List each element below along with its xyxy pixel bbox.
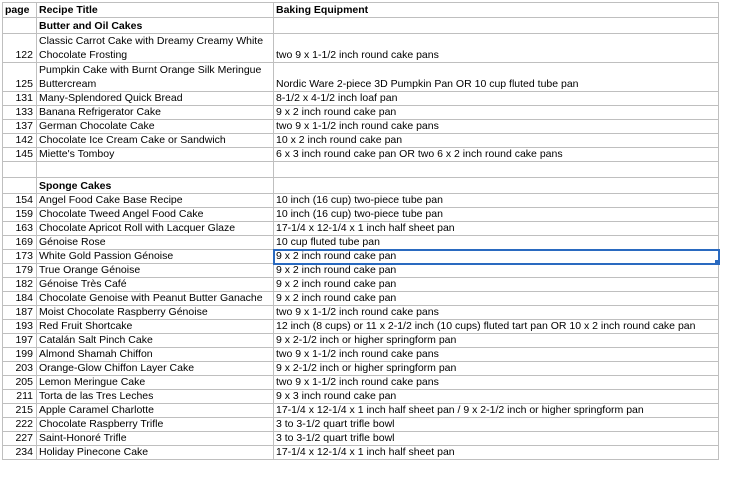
equipment-cell[interactable]: 9 x 2-1/2 inch or higher springform pan [274,334,719,348]
equipment-cell[interactable]: two 9 x 1-1/2 inch round cake pans [274,376,719,390]
equipment-cell[interactable]: 10 inch (16 cup) two-piece tube pan [274,194,719,208]
equipment-cell[interactable]: 9 x 2 inch round cake pan [274,292,719,306]
page-cell[interactable]: 205 [3,376,37,390]
recipe-title-cell[interactable]: Angel Food Cake Base Recipe [37,194,274,208]
table-row [3,390,719,404]
table-row [3,348,719,362]
page-cell[interactable]: 159 [3,208,37,222]
equipment-cell[interactable]: 9 x 3 inch round cake pan [274,390,719,404]
recipe-title-cell[interactable]: Pumpkin Cake with Burnt Orange Silk Meringue Buttercream [37,63,274,92]
page-cell[interactable]: 163 [3,222,37,236]
recipe-title-cell[interactable]: Chocolate Raspberry Trifle [37,418,274,432]
equipment-cell[interactable]: 9 x 2-1/2 inch or higher springform pan [274,362,719,376]
equipment-cell[interactable]: 9 x 2 inch round cake pan [274,278,719,292]
header-row [3,3,719,18]
table-row [3,92,719,106]
equipment-cell[interactable]: 10 inch (16 cup) two-piece tube pan [274,208,719,222]
table-row [3,334,719,348]
table-row [3,404,719,418]
page-cell[interactable]: 222 [3,418,37,432]
section-title-sponge[interactable]: Sponge Cakes [37,178,274,194]
recipe-title-cell[interactable]: Saint-Honoré Trifle [37,432,274,446]
equipment-cell[interactable]: 12 inch (8 cups) or 11 x 2-1/2 inch (10 cups) fluted tart pan OR 10 x 2 inch round cake pan [274,320,719,334]
recipe-title-cell[interactable]: True Orange Génoise [37,264,274,278]
page-cell[interactable]: 199 [3,348,37,362]
equipment-cell[interactable]: two 9 x 1-1/2 inch round cake pans [274,306,719,320]
recipe-title-cell[interactable]: Apple Caramel Charlotte [37,404,274,418]
column-header-equipment[interactable]: Baking Equipment [274,3,719,18]
cell[interactable] [274,162,719,178]
table-row [3,208,719,222]
recipe-title-cell[interactable]: Many-Splendored Quick Bread [37,92,274,106]
recipe-title-cell[interactable]: Moist Chocolate Raspberry Génoise [37,306,274,320]
table-row [3,134,719,148]
page-cell[interactable]: 145 [3,148,37,162]
recipe-title-cell[interactable]: Torta de las Tres Leches [37,390,274,404]
recipe-title-cell[interactable]: German Chocolate Cake [37,120,274,134]
page-cell[interactable]: 211 [3,390,37,404]
equipment-cell[interactable]: 8-1/2 x 4-1/2 inch loaf pan [274,92,719,106]
equipment-cell[interactable]: 9 x 2 inch round cake pan [274,106,719,120]
cell[interactable] [274,18,719,34]
table-row [3,264,719,278]
recipe-title-cell[interactable]: Génoise Très Café [37,278,274,292]
table-row [3,418,719,432]
equipment-cell[interactable]: 3 to 3-1/2 quart trifle bowl [274,418,719,432]
equipment-cell[interactable]: 10 x 2 inch round cake pan [274,134,719,148]
table-row [3,432,719,446]
table-row [3,362,719,376]
column-header-page[interactable]: page [3,3,37,18]
recipe-title-cell[interactable]: White Gold Passion Génoise [37,250,274,264]
page-cell[interactable]: 193 [3,320,37,334]
recipe-title-cell[interactable]: Miette's Tomboy [37,148,274,162]
table-row [3,320,719,334]
recipe-title-cell[interactable]: Holiday Pinecone Cake [37,446,274,460]
recipe-title-cell[interactable]: Chocolate Ice Cream Cake or Sandwich [37,134,274,148]
equipment-cell[interactable]: two 9 x 1-1/2 inch round cake pans [274,120,719,134]
equipment-cell[interactable]: 9 x 2 inch round cake pan [274,264,719,278]
page-cell[interactable]: 227 [3,432,37,446]
page-cell[interactable]: 179 [3,264,37,278]
recipe-title-cell[interactable]: Red Fruit Shortcake [37,320,274,334]
page-cell[interactable]: 197 [3,334,37,348]
recipe-title-cell[interactable]: Chocolate Genoise with Peanut Butter Ganache [37,292,274,306]
page-cell[interactable]: 122 [3,34,37,63]
page-cell[interactable]: 184 [3,292,37,306]
equipment-cell[interactable]: two 9 x 1-1/2 inch round cake pans [274,348,719,362]
equipment-cell[interactable]: 17-1/4 x 12-1/4 x 1 inch half sheet pan / 9 x 2-1/2 inch or higher springform pan [274,404,719,418]
recipe-title-cell[interactable]: Banana Refrigerator Cake [37,106,274,120]
recipe-title-cell[interactable]: Almond Shamah Chiffon [37,348,274,362]
page-cell[interactable]: 182 [3,278,37,292]
section-row [3,178,719,194]
table-row [3,376,719,390]
recipe-title-cell[interactable]: Génoise Rose [37,236,274,250]
table-row [3,236,719,250]
selected-cell[interactable]: 9 x 2 inch round cake pan [274,250,719,264]
page-cell[interactable]: 154 [3,194,37,208]
equipment-cell[interactable]: 3 to 3-1/2 quart trifle bowl [274,432,719,446]
cell[interactable] [274,178,719,194]
page-cell[interactable]: 187 [3,306,37,320]
cell[interactable] [3,178,37,194]
recipe-title-cell[interactable]: Lemon Meringue Cake [37,376,274,390]
recipe-title-cell[interactable]: Catalán Salt Pinch Cake [37,334,274,348]
equipment-cell[interactable]: 6 x 3 inch round cake pan OR two 6 x 2 inch round cake pans [274,148,719,162]
page-cell[interactable]: 133 [3,106,37,120]
table-row [3,194,719,208]
table-row [3,106,719,120]
table-row [3,306,719,320]
section-title-butter-oil[interactable]: Butter and Oil Cakes [37,18,274,34]
table-row [3,278,719,292]
table-row [3,250,719,264]
blank-row [3,162,719,178]
cell[interactable] [37,162,274,178]
page-cell[interactable]: 234 [3,446,37,460]
table-row [3,292,719,306]
page-cell[interactable]: 131 [3,92,37,106]
section-row [3,18,719,34]
page-cell[interactable]: 137 [3,120,37,134]
equipment-cell[interactable]: 10 cup fluted tube pan [274,236,719,250]
recipe-title-cell[interactable]: Chocolate Apricot Roll with Lacquer Glaze [37,222,274,236]
recipe-title-cell[interactable]: Orange-Glow Chiffon Layer Cake [37,362,274,376]
table-row [3,34,719,63]
equipment-cell[interactable]: Nordic Ware 2-piece 3D Pumpkin Pan OR 10 cup fluted tube pan [274,63,719,92]
column-header-title[interactable]: Recipe Title [37,3,274,18]
table-row [3,222,719,236]
table-row [3,120,719,134]
cell[interactable] [3,18,37,34]
recipe-title-cell[interactable]: Chocolate Tweed Angel Food Cake [37,208,274,222]
equipment-cell[interactable]: 17-1/4 x 12-1/4 x 1 inch half sheet pan [274,446,719,460]
table-row [3,446,719,460]
page-cell[interactable]: 125 [3,63,37,92]
table-row [3,148,719,162]
page-cell[interactable]: 203 [3,362,37,376]
page-cell[interactable]: 169 [3,236,37,250]
table-row [3,63,719,92]
page-cell[interactable]: 173 [3,250,37,264]
cell[interactable] [3,162,37,178]
equipment-cell[interactable]: two 9 x 1-1/2 inch round cake pans [274,34,719,63]
recipe-title-cell[interactable]: Classic Carrot Cake with Dreamy Creamy White Chocolate Frosting [37,34,274,63]
equipment-cell[interactable]: 17-1/4 x 12-1/4 x 1 inch half sheet pan [274,222,719,236]
page-cell[interactable]: 215 [3,404,37,418]
page-cell[interactable]: 142 [3,134,37,148]
spreadsheet-grid[interactable] [2,2,719,460]
